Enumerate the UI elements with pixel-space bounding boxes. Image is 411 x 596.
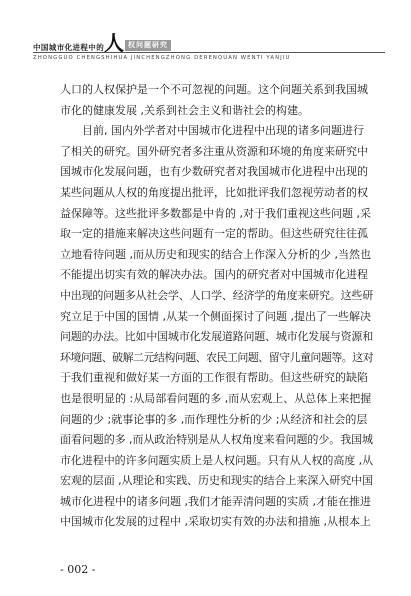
text-line: 人口的人权保护是一个不可忽视的问题。这个问题关系到我国城 [60, 83, 368, 96]
text-line: 于我们重视和做好某一方面的工作很有帮助。但这些研究的缺陷 [60, 371, 368, 385]
text-line: 目前, 国内外学者对中国城市化进程中出现的诸多问题进行 [82, 124, 364, 138]
text-line: 某些问题从人权的角度提出批评，比如批评我们忽视劳动者的权 [60, 185, 368, 199]
text-line: 中国城市化发展的过程中 ,采取切实有效的办法和措施 ,从根本上 [60, 515, 371, 529]
page-number: - 002 - [60, 563, 96, 576]
header-rule [33, 52, 385, 53]
text-line: 问题的少 ;就事论事的多 ,而作理性分析的少 ;从经济和社会的层 [60, 412, 368, 426]
text-line: 市化的健康发展 ,关系到社会主义和谐社会的构建。 [60, 103, 309, 117]
text-line: 宏观的层面 ,从理论和实践、历史和现实的结合上来深入研究中国 [60, 474, 373, 488]
text-line: 国城市化发展问题，也有少数研究者对我国城市化进程中出现的 [60, 165, 368, 179]
text-line: 究立足于中国的国情 ,从某一个侧面探讨了问题 ,提出了一些解决 [60, 309, 371, 323]
text-line: 市化进程中的许多问题实质上是人权问题。只有从人权的高度 ,从 [60, 453, 373, 467]
text-line: 城市化进程中的诸多问题 ,我们才能弄清问题的实质 ,才能在推进 [60, 494, 371, 508]
text-line: 取一定的措施来解决这些问题有一定的帮助。但这些研究往往孤 [60, 227, 368, 241]
running-header-title: 中国城市化进程中的 [33, 43, 105, 52]
text-line: 不能提出切实有效的解决办法。国内的研究者对中国城市化进程 [60, 268, 368, 282]
text-line: 了相关的研究。国外研究者多注重从资源和环境的角度来研究中 [60, 144, 368, 158]
running-header-title-tail: 权问题研究 [125, 40, 171, 51]
text-line: 问题的办法。比如中国城市化发展道路问题、城市化发展与资源和 [60, 330, 373, 344]
running-header-pinyin: ZHONGGUO CHENGSHIHUA JINCHENGZHONG DERENQUAN WENTI YANJIU [33, 55, 291, 61]
body-text [60, 80, 373, 533]
text-line: 立地看待问题 ,而从历史和现实的结合上作深入分析的少 ,当然也 [60, 247, 371, 261]
text-line: 也是很明显的 :从局部看问题的多 ,而从宏观上、从总体上来把握 [60, 391, 372, 405]
text-line: 面看问题的多 ,而从政治特别是从人权角度来看问题的少。我国城 [60, 433, 373, 447]
text-line: 环境问题、破解二元结构问题、农民工问题、留守儿童问题等。这对 [60, 350, 373, 364]
running-header-emphasis-char: 人 [104, 31, 124, 55]
running-header [33, 31, 383, 64]
text-line: 中出现的问题多从社会学、人口学、经济学的角度来研究。这些研 [60, 288, 373, 302]
text-line: 益保障等。这些批评多数都是中肯的 ,对于我们重视这些问题 ,采 [60, 206, 371, 220]
